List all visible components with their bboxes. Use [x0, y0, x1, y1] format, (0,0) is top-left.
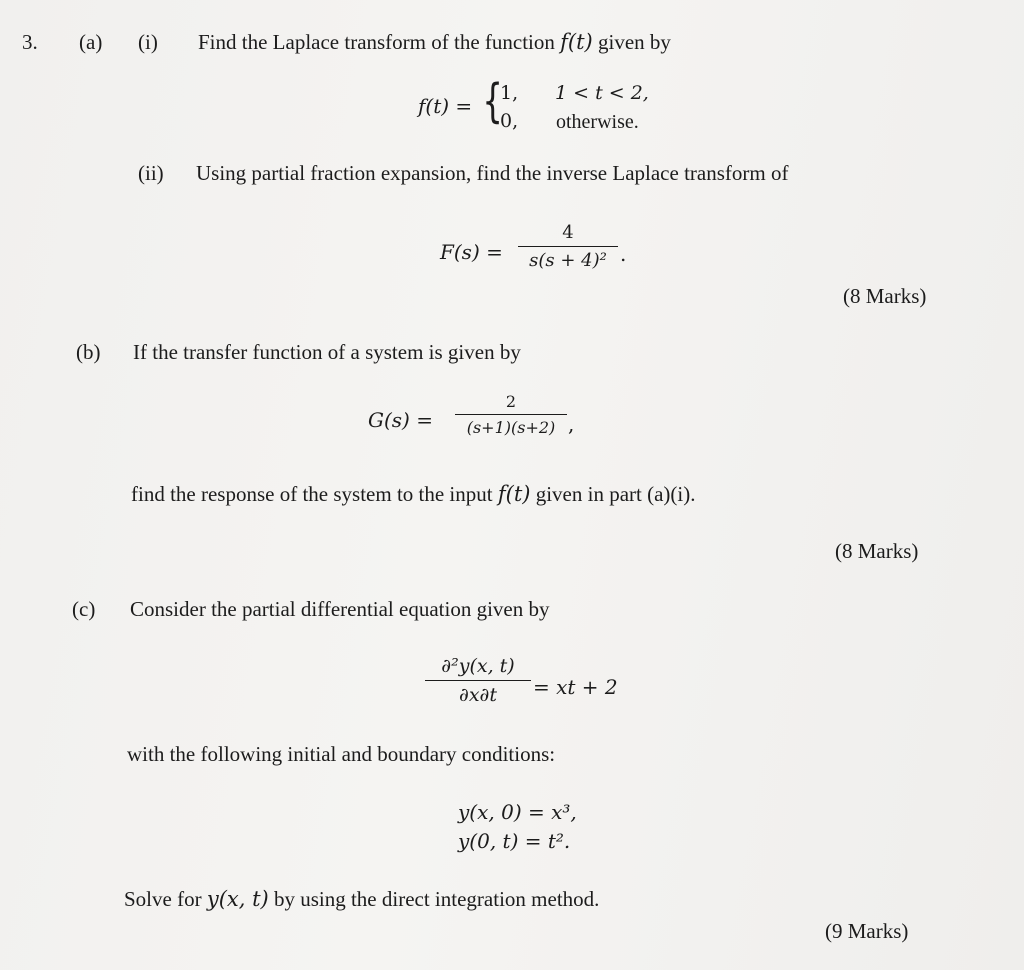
part-b-label: (b): [76, 340, 101, 364]
condition-2: y(0, t) = t².: [458, 829, 571, 853]
Fs-fraction: [518, 222, 618, 271]
Fs-trail: .: [620, 242, 627, 266]
Fs-fraction-bar: [518, 246, 618, 247]
part-b-text2-after: given in part (a)(i).: [535, 482, 696, 506]
part-a-ii-text: Using partial fraction expansion, find the inverse Laplace transform of: [196, 161, 789, 185]
part-a-i-label: (i): [138, 30, 158, 54]
part-b-response-text: [131, 484, 696, 505]
pde-fraction: [425, 655, 531, 706]
part-b-text2-before: find the response of the system to the input: [131, 482, 493, 506]
case2-condition: otherwise.: [556, 111, 639, 133]
part-a-i-func: f(t): [560, 30, 593, 54]
part-c-marks: (9 Marks): [825, 919, 909, 943]
part-a-i-text-after: given by: [598, 30, 671, 54]
solve-instruction: [124, 889, 599, 910]
conditions-intro: with the following initial and boundary conditions:: [127, 742, 556, 766]
part-a-i-text-before: Find the Laplace transform of the function: [198, 30, 555, 54]
solve-func: y(x, t): [206, 887, 269, 911]
part-a-marks: (8 Marks): [843, 284, 927, 308]
condition-1: y(x, 0) = x³,: [458, 800, 577, 824]
case1-value: 1,: [500, 82, 519, 104]
Fs-denominator: s(s + 4)²: [529, 250, 607, 271]
part-b-func: f(t): [497, 482, 531, 506]
part-a-label: (a): [79, 30, 103, 54]
piecewise-lhs: f(t) =: [418, 94, 473, 118]
bleed-through: [90, 205, 95, 226]
pde-fraction-bar: [425, 680, 531, 681]
part-b-marks: (8 Marks): [835, 539, 919, 563]
case2-value: 0,: [500, 110, 519, 132]
part-c-text: Consider the partial differential equation given by: [130, 597, 550, 621]
pde-numerator: ∂²y(x, t): [441, 655, 515, 677]
solve-after: by using the direct integration method.: [273, 887, 600, 911]
piecewise-brace: {: [482, 74, 503, 128]
part-a-ii-label: (ii): [138, 161, 164, 185]
part-c-label: (c): [72, 597, 96, 621]
Fs-numerator: 4: [562, 222, 574, 243]
Gs-numerator: 2: [505, 392, 517, 411]
Gs-trail: ,: [568, 412, 575, 436]
solve-before: Solve for: [124, 887, 202, 911]
Fs-lhs: F(s) =: [440, 240, 503, 264]
Gs-fraction: [455, 392, 567, 437]
pde-denominator: ∂x∂t: [459, 684, 497, 706]
Gs-denominator: (s+1)(s+2): [466, 418, 556, 437]
part-a-i-question: [198, 32, 671, 53]
case1-condition: 1 < t < 2,: [555, 82, 649, 104]
Gs-lhs: G(s) =: [368, 408, 433, 432]
question-number: 3.: [22, 30, 38, 54]
pde-rhs: = xt + 2: [533, 675, 618, 699]
Gs-fraction-bar: [455, 414, 567, 415]
part-b-text: If the transfer function of a system is given by: [133, 340, 521, 364]
